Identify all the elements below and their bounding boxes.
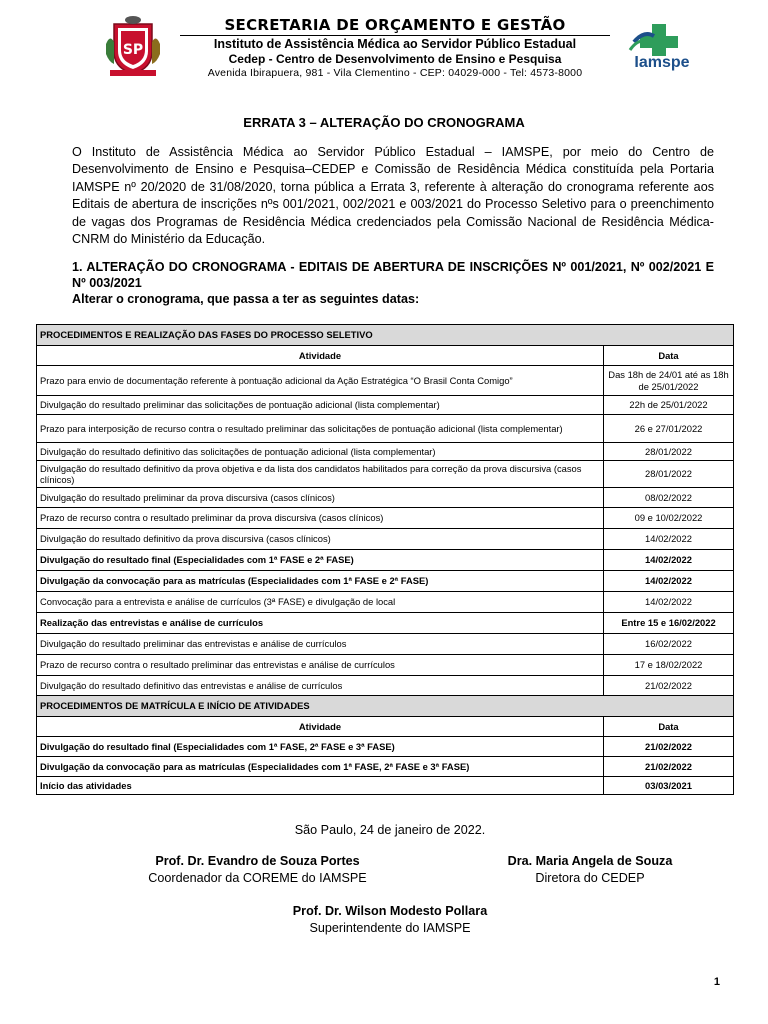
table-row bbox=[37, 550, 734, 571]
letterhead-divider bbox=[180, 35, 610, 36]
table-row bbox=[37, 508, 734, 529]
date-cell: Das 18h de 24/01 até as 18h de 25/01/2022 bbox=[604, 366, 734, 396]
date-cell: 28/01/2022 bbox=[604, 443, 734, 461]
table-row bbox=[37, 634, 734, 655]
signatory-role: Superintendente do IAMSPE bbox=[309, 921, 471, 935]
column-header-activity: Atividade bbox=[37, 346, 604, 366]
activity-cell: Prazo para interposição de recurso contra o resultado preliminar das solicitações de pontuação adicional (lista complementar) bbox=[37, 415, 604, 443]
letterhead bbox=[0, 0, 768, 90]
table-row bbox=[37, 529, 734, 550]
signatory-name: Prof. Dr. Evandro de Souza Portes bbox=[155, 854, 360, 868]
activity-cell: Prazo para envio de documentação referente à pontuação adicional da Ação Estratégica “O Brasil Conta Comigo” bbox=[37, 366, 604, 396]
table-row bbox=[37, 777, 734, 795]
table-row bbox=[37, 461, 734, 488]
letterhead-title: SECRETARIA DE ORÇAMENTO E GESTÃO bbox=[224, 16, 566, 34]
date-cell: 21/02/2022 bbox=[604, 676, 734, 696]
table-column-headers bbox=[37, 717, 734, 737]
date-cell: 26 e 27/01/2022 bbox=[604, 415, 734, 443]
date-cell: 28/01/2022 bbox=[604, 461, 734, 488]
activity-cell: Divulgação do resultado definitivo da prova objetiva e da lista dos candidatos habilitados para correção da prova discursiva (casos clínicos) bbox=[37, 461, 604, 488]
date-cell: 21/02/2022 bbox=[604, 737, 734, 757]
activity-cell: Divulgação do resultado definitivo da prova discursiva (casos clínicos) bbox=[37, 529, 604, 550]
date-cell: 09 e 10/02/2022 bbox=[604, 508, 734, 529]
table-section-title: PROCEDIMENTOS E REALIZAÇÃO DAS FASES DO PROCESSO SELETIVO bbox=[37, 325, 734, 346]
sao-paulo-coat-of-arms-logo bbox=[104, 14, 162, 78]
date-cell: 14/02/2022 bbox=[604, 529, 734, 550]
table-row bbox=[37, 676, 734, 696]
signature-block-director bbox=[470, 853, 710, 887]
section-subtitle: Alterar o cronograma, que passa a ter as seguintes datas: bbox=[72, 292, 420, 306]
date-cell: 03/03/2021 bbox=[604, 777, 734, 795]
activity-cell: Divulgação do resultado final (Especialidades com 1ª FASE, 2ª FASE e 3ª FASE) bbox=[37, 737, 604, 757]
signature-block-coordinator bbox=[110, 853, 405, 887]
table-row bbox=[37, 571, 734, 592]
table-row bbox=[37, 757, 734, 777]
svg-text:SP: SP bbox=[122, 42, 144, 58]
letterhead-cedep: Cedep - Centro de Desenvolvimento de Ensino e Pesquisa bbox=[228, 52, 562, 66]
place-and-date: São Paulo, 24 de janeiro de 2022. bbox=[294, 823, 486, 837]
activity-cell: Divulgação do resultado preliminar da prova discursiva (casos clínicos) bbox=[37, 488, 604, 508]
activity-cell: Divulgação do resultado final (Especialidades com 1ª FASE e 2ª FASE) bbox=[37, 550, 604, 571]
column-header-date: Data bbox=[604, 346, 734, 366]
activity-cell: Divulgação do resultado definitivo das solicitações de pontuação adicional (lista complementar) bbox=[37, 443, 604, 461]
activity-cell: Prazo de recurso contra o resultado preliminar das entrevistas e análise de currículos bbox=[37, 655, 604, 676]
page-number: 1 bbox=[713, 976, 720, 988]
table-section-title: PROCEDIMENTOS DE MATRÍCULA E INÍCIO DE ATIVIDADES bbox=[37, 696, 734, 717]
activity-cell: Divulgação do resultado definitivo das entrevistas e análise de currículos bbox=[37, 676, 604, 696]
schedule-table bbox=[36, 324, 734, 795]
table-row bbox=[37, 737, 734, 757]
table-row bbox=[37, 443, 734, 461]
activity-cell: Início das atividades bbox=[37, 777, 604, 795]
activity-cell: Convocação para a entrevista e análise de currículos (3ª FASE) e divulgação de local bbox=[37, 592, 604, 613]
table-row bbox=[37, 488, 734, 508]
activity-cell: Divulgação da convocação para as matrículas (Especialidades com 1ª FASE e 2ª FASE) bbox=[37, 571, 604, 592]
date-cell: 08/02/2022 bbox=[604, 488, 734, 508]
iamspe-logo-wordmark: Iamspe bbox=[634, 54, 690, 71]
date-cell: 22h de 25/01/2022 bbox=[604, 396, 734, 415]
intro-paragraph: O Instituto de Assistência Médica ao Servidor Público Estadual – IAMSPE, por meio do Centro de Desenvolvimento de Ensino e Pesquisa–CEDEP e Comissão de Residência Médica constituída pela Portaria IAMSPE nº 20/2020 de 31/08/2020, torna pública a Errata 3, referente à alteração do cronograma referente aos Editais de abertura de inscrições nºs 001/2021, 002/2021 e 003/2021 do Processo Seletivo para o preenchimento de vagas dos Programas de Residência Médica credenciados pela Comissão Nacional de Residência Médica-CNRM do Ministério da Educação. bbox=[72, 145, 714, 247]
activity-cell: Divulgação da convocação para as matrículas (Especialidades com 1ª FASE, 2ª FASE e 3ª FASE) bbox=[37, 757, 604, 777]
date-cell: 14/02/2022 bbox=[604, 550, 734, 571]
table-section-header bbox=[37, 325, 734, 346]
date-cell: 21/02/2022 bbox=[604, 757, 734, 777]
date-cell: Entre 15 e 16/02/2022 bbox=[604, 613, 734, 634]
table-row bbox=[37, 415, 734, 443]
table-row bbox=[37, 366, 734, 396]
activity-cell: Divulgação do resultado preliminar das solicitações de pontuação adicional (lista complementar) bbox=[37, 396, 604, 415]
date-cell: 14/02/2022 bbox=[604, 571, 734, 592]
column-header-date: Data bbox=[604, 717, 734, 737]
section-title: 1. ALTERAÇÃO DO CRONOGRAMA - EDITAIS DE ABERTURA DE INSCRIÇÕES Nº 001/2021, Nº 002/2021 E Nº 003/2021 bbox=[72, 260, 714, 291]
letterhead-institute: Instituto de Assistência Médica ao Servidor Público Estadual bbox=[213, 37, 577, 51]
date-cell: 14/02/2022 bbox=[604, 592, 734, 613]
letterhead-address: Avenida Ibirapuera, 981 - Vila Clementino - CEP: 04029-000 - Tel: 4573-8000 bbox=[207, 67, 583, 79]
activity-cell: Realização das entrevistas e análise de currículos bbox=[37, 613, 604, 634]
signatory-name: Prof. Dr. Wilson Modesto Pollara bbox=[292, 904, 488, 918]
signatory-role: Coordenador da COREME do IAMSPE bbox=[148, 871, 367, 885]
date-cell: 17 e 18/02/2022 bbox=[604, 655, 734, 676]
table-row bbox=[37, 655, 734, 676]
activity-cell: Prazo de recurso contra o resultado preliminar da prova discursiva (casos clínicos) bbox=[37, 508, 604, 529]
table-row bbox=[37, 396, 734, 415]
signatory-role: Diretora do CEDEP bbox=[535, 871, 645, 885]
signatory-name: Dra. Maria Angela de Souza bbox=[507, 854, 673, 868]
date-cell: 16/02/2022 bbox=[604, 634, 734, 655]
errata-title: ERRATA 3 – ALTERAÇÃO DO CRONOGRAMA bbox=[243, 115, 525, 130]
activity-cell: Divulgação do resultado preliminar das entrevistas e análise de currículos bbox=[37, 634, 604, 655]
table-section-header bbox=[37, 696, 734, 717]
column-header-activity: Atividade bbox=[37, 717, 604, 737]
signature-block-superintendent bbox=[240, 903, 540, 937]
table-column-headers bbox=[37, 346, 734, 366]
table-row bbox=[37, 613, 734, 634]
table-row bbox=[37, 592, 734, 613]
